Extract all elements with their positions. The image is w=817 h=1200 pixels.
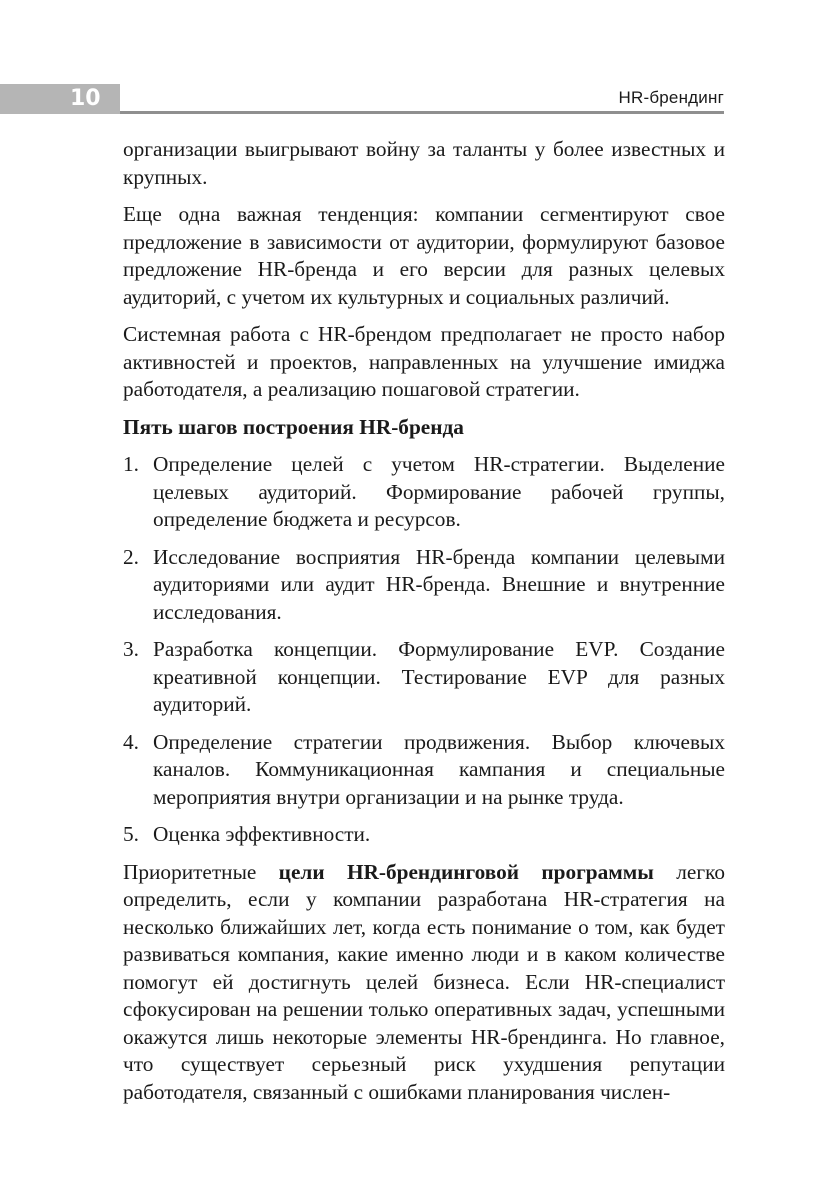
paragraph-4-end: легко определить, если у компании разработана HR-стратегия на несколько ближайших лет, когда есть понимание о том, как будет развиваться компания, какие именно люди и в каком количестве помогут ей достигнуть целей бизнеса. Если HR-специалист сфокусирован на решении только оперативных задач, успешными окажутся лишь некоторые элементы HR-брендинга. Но главное, что существует серьезный риск ухудшения репутации работодателя, связанный с ошибками планирования числен- xyxy=(123,859,725,1104)
paragraph-4-bold: цели HR-брендинговой программы xyxy=(278,859,654,884)
list-item xyxy=(123,729,725,812)
list-item xyxy=(123,544,725,627)
running-title: HR-брендинг xyxy=(618,88,724,107)
list-item xyxy=(123,451,725,534)
list-item-number: 4. xyxy=(123,729,139,754)
paragraph-1: организации выигрывают войну за таланты у более известных и крупных. xyxy=(123,137,725,189)
paragraph-2: Еще одна важная тенденция: компании сегментируют свое предложение в зависимости от аудитории, формулируют базовое предложение HR-бренда и его версии для разных целевых аудиторий, с учетом их культурных и социальных различий. xyxy=(123,202,725,309)
page-header xyxy=(0,84,817,116)
list-item-number: 1. xyxy=(123,452,139,476)
page-body xyxy=(123,136,725,1116)
list-item xyxy=(123,636,725,719)
section-heading: Пять шагов построения HR-бренда xyxy=(123,414,464,439)
list-item-number: 3. xyxy=(123,637,139,661)
header-rule xyxy=(120,111,724,114)
list-item-text: Определение стратегии продвижения. Выбор ключевых каналов. Коммуникационная кампания и специальные мероприятия внутри организации и на рынке труда. xyxy=(153,729,725,809)
paragraph-4-start: Приоритетные xyxy=(123,859,279,884)
list-item-number: 5. xyxy=(123,822,139,846)
list-item-number: 2. xyxy=(123,544,139,569)
steps-list xyxy=(123,451,725,849)
list-item-text: Оценка эффективности. xyxy=(153,822,371,846)
page-number: 10 xyxy=(70,86,101,111)
list-item-text: Исследование восприятия HR-бренда компании целевыми аудиториями или аудит HR-бренда. Внешние и внутренние исследования. xyxy=(153,544,725,624)
list-item-text: Определение целей с учетом HR-стратегии. Выделение целевых аудиторий. Формирование рабочей группы, определение бюджета и ресурсов. xyxy=(153,452,725,531)
list-item-text: Разработка концепции. Формулирование EVP. Создание креативной концепции. Тестирование EVP для разных аудиторий. xyxy=(153,637,725,716)
paragraph-4 xyxy=(123,859,725,1107)
list-item xyxy=(123,821,725,849)
paragraph-3: Системная работа с HR-брендом предполагает не просто набор активностей и проектов, направленных на улучшение имиджа работодателя, а реализацию пошаговой стратегии. xyxy=(123,322,725,401)
